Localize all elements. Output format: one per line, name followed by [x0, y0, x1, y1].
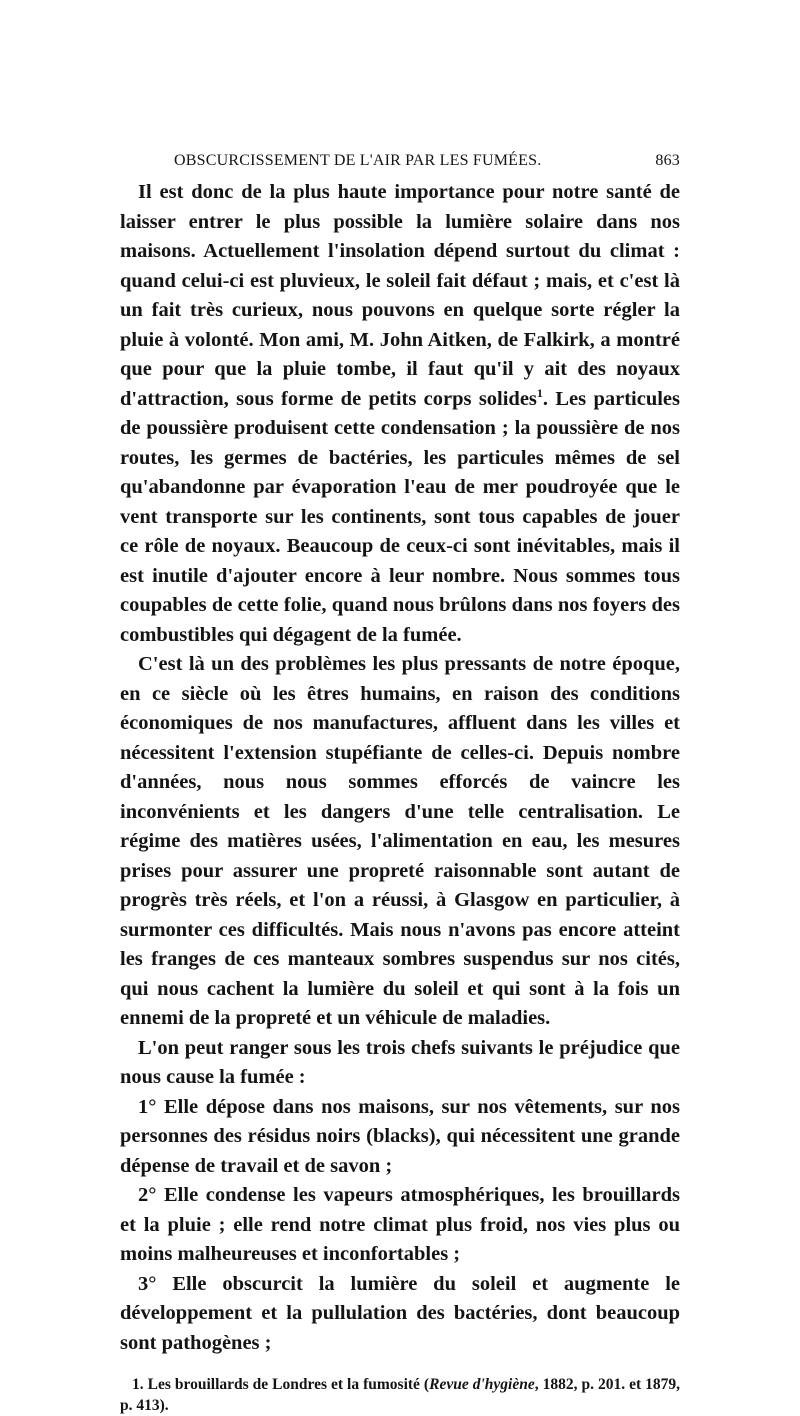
paragraph-3: L'on peut ranger sous les trois chefs suivants le préjudice que nous cause la fumée :: [120, 1036, 680, 1088]
footnote-text: Les brouillards de Londres et la fumosité (: [143, 1376, 430, 1393]
paragraph-1-continued: . Les particules de poussière produisent cette condensation ; la poussière de nos routes, les germes de bactéries, les particules mêmes de sel qu'abandonne par évaporation l'eau de mer poudroyée que le vent transporte sur les continents, sont tous capables de jouer ce rôle de noyaux. Beaucoup de ceux-ci sont inévitables, mais il est inutile d'ajouter encore à leur nombre. Nous sommes tous coupables de cette folie, quand nous brûlons dans nos foyers des combustibles qui dégagent de la fumée.: [120, 387, 680, 646]
footnote-number: 1.: [132, 1376, 144, 1393]
list-item-2: 2° Elle condense les vapeurs atmosphériques, les brouillards et la pluie ; elle rend notre climat plus froid, nos vies plus ou moins malheureuses et inconfortables ;: [120, 1184, 680, 1265]
footnote-marker: 1: [536, 385, 543, 400]
paragraph-1-text: Il est donc de la plus haute importance pour notre santé de laisser entrer le plus possible la lumière solaire dans nos maisons. Actuellement l'insolation dépend surtout du climat : quand celui-ci est pluvieux, le soleil fait défaut ; mais, et c'est là un fait très curieux, nous pouvons en quelque sorte régler la pluie à volonté. Mon ami, M. John Aitken, de Falkirk, a montré que pour que la pluie tombe, il faut qu'il y ait des noyaux d'attraction, sous forme de petits corps solides: [120, 181, 680, 410]
paragraph-2: C'est là un des problèmes les plus pressants de notre époque, en ce siècle où les êtres humains, en raison des conditions économiques de nos manufactures, affluent dans les villes et nécessitent l'extension stupéfiante de celles-ci. Depuis nombre d'années, nous nous sommes efforcés de vaincre les inconvénients et les dangers d'une telle centralisation. Le régime des matières usées, l'alimentation en eau, les mesures prises pour assurer une propreté raisonnable sont autant de progrès très réels, et l'on a réussi, à Glasgow en particulier, à surmonter ces difficultés. Mais nous n'avons pas encore atteint les franges de ces manteaux sombres suspendus sur nos cités, qui nous cachent la lumière du soleil et qui sont à la fois un ennemi de la propreté et un véhicule de maladies.: [120, 653, 680, 1029]
list-item-3: 3° Elle obscurcit la lumière du soleil et augmente le développement et la pullulation des bactéries, dont beaucoup sont pathogènes ;: [120, 1272, 680, 1354]
running-title: OBSCURCISSEMENT DE L'AIR PAR LES FUMÉES.: [174, 152, 542, 169]
page-number: 863: [655, 152, 680, 169]
book-page: [120, 152, 680, 1416]
running-header: [120, 152, 680, 178]
footnote-citation: , 1882, p. 201. et 1879, p. 413).: [120, 1376, 680, 1414]
list-item-1: 1° Elle dépose dans nos maisons, sur nos vêtements, sur nos personnes des résidus noirs (blacks), qui nécessitent une grande dépense de travail et de savon ;: [120, 1095, 680, 1177]
paragraph-1: [120, 178, 680, 650]
footnote: [120, 1374, 680, 1416]
footnote-journal: Revue d'hygiène: [429, 1376, 535, 1393]
